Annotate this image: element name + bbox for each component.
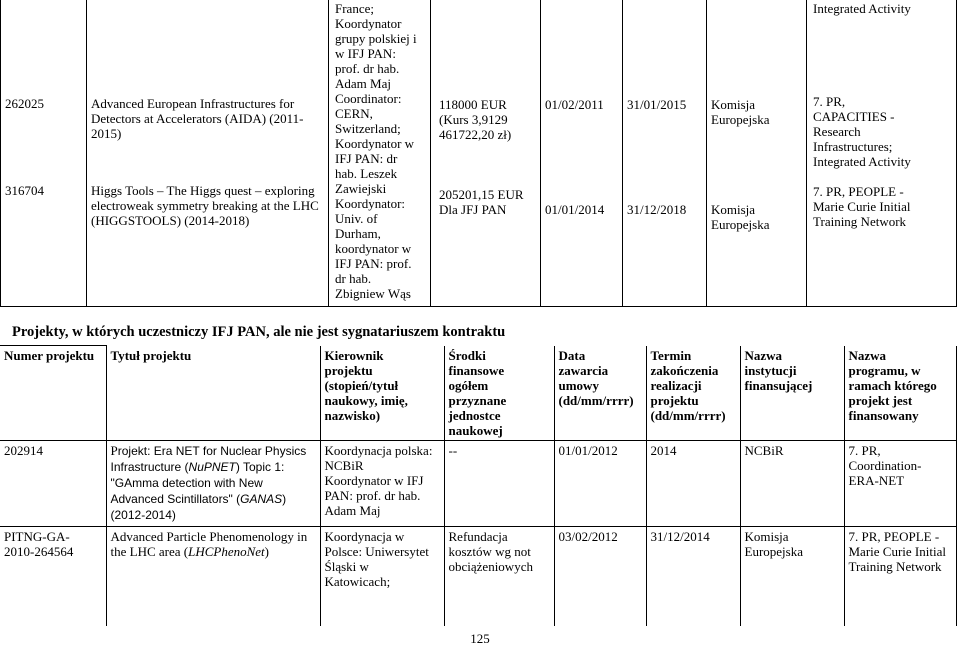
project-acronym: GANAS [240,491,283,506]
project-funds: 205201,15 EUR Dla JFJ PAN [439,187,524,217]
header-label: Termin zakończenia realizacji projektu (dd/mm/rrrr) [650,347,726,423]
end-date-cell [646,440,740,526]
project-funds-cell [444,440,554,526]
funding-institution: Komisja Europejska [744,528,803,559]
column-header [646,346,740,441]
column-header [554,346,646,441]
institution-cell [740,440,844,526]
project-number: 202914 [4,442,43,458]
institution-cell [740,526,844,626]
programme-cell [807,0,957,307]
start-date-cell [554,526,646,626]
project-title: ) Topic 1: "GAmma detection with New Advanced Scintillators" ( [110,459,285,506]
column-header [320,346,444,441]
programme-name: 7. PR, PEOPLE - Marie Curie Initial Training Network [813,184,911,229]
column-header [444,346,554,441]
start-date: 01/01/2012 [558,442,618,458]
column-header [740,346,844,441]
programme-cell [844,526,956,626]
header-label: Numer projektu [4,348,95,363]
page-number: 125 [470,631,490,646]
project-title-initial: P [110,442,118,458]
header-label: Środki finansowe ogółem przyznane jednostce naukowej [448,347,507,438]
funding-institution: Komisja Europejska [711,97,770,127]
project-title: ) (2012-2014) [110,491,287,522]
project-funds-cell [444,526,554,626]
funding-institution: Komisja Europejska [711,202,770,232]
project-title-cell [106,440,320,526]
start-date-cell [541,0,623,307]
programme-cell [844,440,956,526]
project-funds: -- [448,442,458,458]
institution-cell [707,0,807,307]
project-title: rojekt: Era NET for Nuclear Physics Infrastructure ( [110,443,307,474]
participation-projects-table [0,345,957,626]
project-title: Advanced European Infrastructures for Detectors at Accelerators (AIDA) (2011-2015) [91,96,304,141]
table-row [1,0,957,307]
programme-name: 7. PR, PEOPLE - Marie Curie Initial Training Network [848,528,946,574]
project-manager-cell [320,440,444,526]
project-title: ) [264,543,270,559]
project-manager-cell [320,526,444,626]
header-label: Nazwa programu, w ramach którego projekt jest finansowany [848,347,937,423]
continued-projects-table [0,0,957,307]
end-date: 31/12/2014 [650,528,710,544]
project-number: PITNG-GA- 2010-264564 [4,528,74,559]
project-number-cell [1,0,87,307]
programme-name: 7. PR, Coordination- ERA-NET [848,442,922,488]
header-label: Tytuł projektu [110,347,192,363]
project-manager: Koordynacja polska: NCBiR Koordynator w IFJ PAN: prof. dr hab. Adam Maj [324,442,433,518]
project-acronym: LHCPhenoNet [188,543,265,559]
programme-continued: Integrated Activity [813,1,911,16]
project-manager: France; Koordynator grupy polskiej i w IFJ PAN: prof. dr hab. Adam Maj Coordinator: CERN, Switzerland; Koordynator w IFJ PAN: dr hab. Leszek Zawiejski [335,1,417,196]
end-date-cell [623,0,707,307]
end-date: 31/12/2018 [627,202,687,217]
project-funds: Refundacja kosztów wg not obciążeniowych [448,528,533,574]
project-title-cell [87,0,329,307]
end-date: 2014 [650,442,677,458]
programme-name: 7. PR, CAPACITIES - Research Infrastructures; Integrated Activity [813,94,911,169]
column-header [0,346,106,441]
funding-institution: NCBiR [744,442,784,458]
project-title-cell [106,526,320,626]
project-manager: Koordynator: Univ. of Durham, koordynator w IFJ PAN: prof. dr hab. Zbigniew Wąs [335,196,412,301]
end-date-cell [646,526,740,626]
table-row [0,440,956,526]
project-manager: Koordynacja w Polsce: Uniwersytet Śląski w Katowicach; [324,528,429,589]
header-label: Kierownik projektu (stopień/tytuł naukowy, imię, nazwisko) [324,347,408,423]
project-funds-cell [431,0,541,307]
end-date: 31/01/2015 [627,97,687,112]
project-number-cell [0,526,106,626]
header-label: Data zawarcia umowy (dd/mm/rrrr) [558,347,634,408]
section-title: Projekty, w których uczestniczy IFJ PAN, ale nie jest sygnatariuszem kontraktu [12,324,506,340]
start-date-cell [554,440,646,526]
start-date: 01/01/2014 [545,202,605,217]
project-number-cell [0,440,106,526]
column-header [106,346,320,441]
column-header [844,346,956,441]
header-label: Nazwa instytucji finansującej [744,347,813,393]
project-funds: 118000 EUR (Kurs 3,9129 461722,20 zł) [439,97,512,142]
project-title: Higgs Tools – The Higgs quest – exploring electroweak symmetry breaking at the LHC (HIGGSTOOLS) (2014-2018) [91,183,319,228]
table-row [0,526,956,626]
start-date: 03/02/2012 [558,528,618,544]
project-manager-cell [329,0,431,307]
project-acronym: NuPNET [188,459,236,474]
project-number: 316704 [5,183,44,198]
project-title: Advanced Particle Phenomenology in the LHC area ( [110,528,308,559]
project-number: 262025 [5,96,44,111]
table-header-row [0,346,956,441]
start-date: 01/02/2011 [545,97,604,112]
